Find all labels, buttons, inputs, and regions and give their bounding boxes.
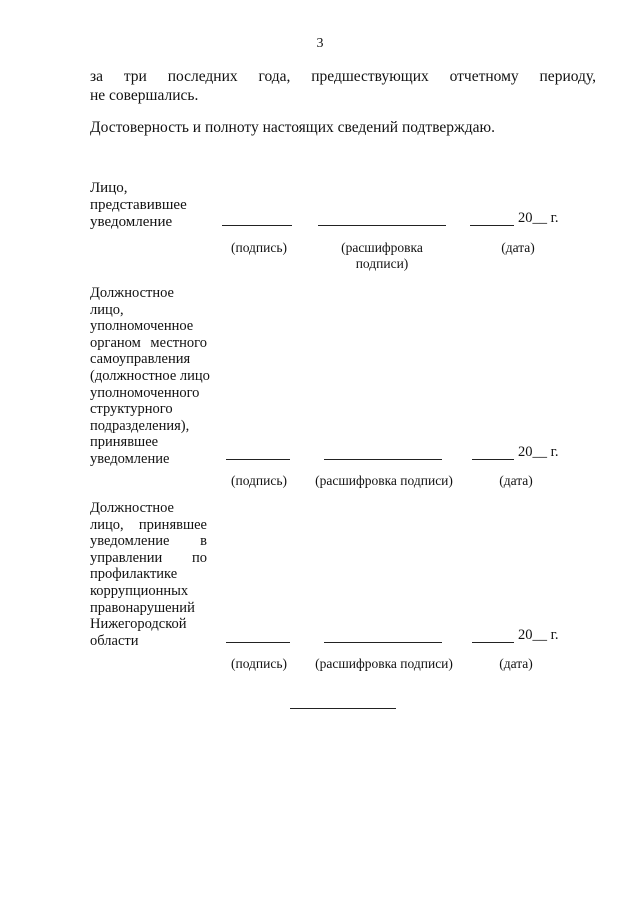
block-2-year: 20__ г. <box>518 444 559 460</box>
block-2-caption-date: (дата) <box>499 473 533 488</box>
block-1-decoding-line[interactable] <box>318 225 446 226</box>
intro-line-1 <box>90 67 596 87</box>
intro-word: три <box>123 68 147 85</box>
block-3-caption-decoding: (расшифровка подписи) <box>315 656 453 671</box>
block-1-label <box>90 180 210 231</box>
block-2-caption-decoding: (расшифровка подписи) <box>315 473 453 488</box>
block-3-decoding-line[interactable] <box>324 642 442 643</box>
label-line: профилактике <box>90 566 178 583</box>
label-line: Должностное <box>90 285 174 301</box>
block-3-label <box>90 500 207 649</box>
label-line: Должностное <box>90 500 174 516</box>
block-1-date-line[interactable] <box>470 225 514 226</box>
block-2-caption-signature: (подпись) <box>230 473 288 488</box>
label-line: области <box>90 632 139 649</box>
intro-word: последних <box>167 68 238 85</box>
page-number: 3 <box>316 36 324 51</box>
block-2-decoding-line[interactable] <box>324 459 442 460</box>
intro-word: предшествующих <box>311 68 429 85</box>
confirmation-statement: Достоверность и полноту настоящих сведений подтверждаю. <box>90 119 495 136</box>
document-end-separator <box>290 708 396 709</box>
label-line: уведомление <box>90 450 170 467</box>
label-line: структурного <box>90 401 173 418</box>
label-line: коррупционных <box>90 582 189 599</box>
block-1-signature-line[interactable] <box>222 225 292 226</box>
label-line: управлении по <box>90 549 207 566</box>
label-line: Нижегородской <box>90 616 187 633</box>
block-3-date-line[interactable] <box>472 642 514 643</box>
label-line: органом местного <box>90 334 207 351</box>
label-line: представившее <box>90 197 187 213</box>
block-2-label <box>90 285 210 468</box>
intro-word: года, <box>258 68 291 85</box>
block-1-caption-decoding: (расшифровка подписи) <box>341 240 423 271</box>
label-line: лицо, <box>90 301 124 318</box>
block-3-year: 20__ г. <box>518 627 559 643</box>
label-line: самоуправления <box>90 351 191 368</box>
label-line: лицо, принявшее <box>90 516 207 533</box>
label-line: правонарушений <box>90 599 195 616</box>
label-line: (должностное лицо <box>90 367 210 384</box>
block-1-caption-signature: (подпись) <box>230 240 288 255</box>
intro-word: отчетному <box>449 68 519 85</box>
block-1-caption-date: (дата) <box>501 240 535 255</box>
block-3-caption-date: (дата) <box>499 656 533 671</box>
label-line: уполномоченное <box>90 318 194 335</box>
label-line: уполномоченного <box>90 384 200 401</box>
intro-word: периоду, <box>539 68 596 85</box>
label-line: подразделения), <box>90 417 190 434</box>
label-line: Лицо, <box>90 180 128 196</box>
block-3-caption-signature: (подпись) <box>230 656 288 671</box>
label-line: принявшее <box>90 434 159 451</box>
block-2-date-line[interactable] <box>472 459 514 460</box>
label-line: уведомление <box>90 214 173 230</box>
block-2-signature-line[interactable] <box>226 459 290 460</box>
block-3-signature-line[interactable] <box>226 642 290 643</box>
intro-word: за <box>90 68 104 85</box>
block-1-year: 20__ г. <box>518 210 559 226</box>
label-line: уведомление в <box>90 533 207 550</box>
intro-line-2: не совершались. <box>90 87 199 104</box>
